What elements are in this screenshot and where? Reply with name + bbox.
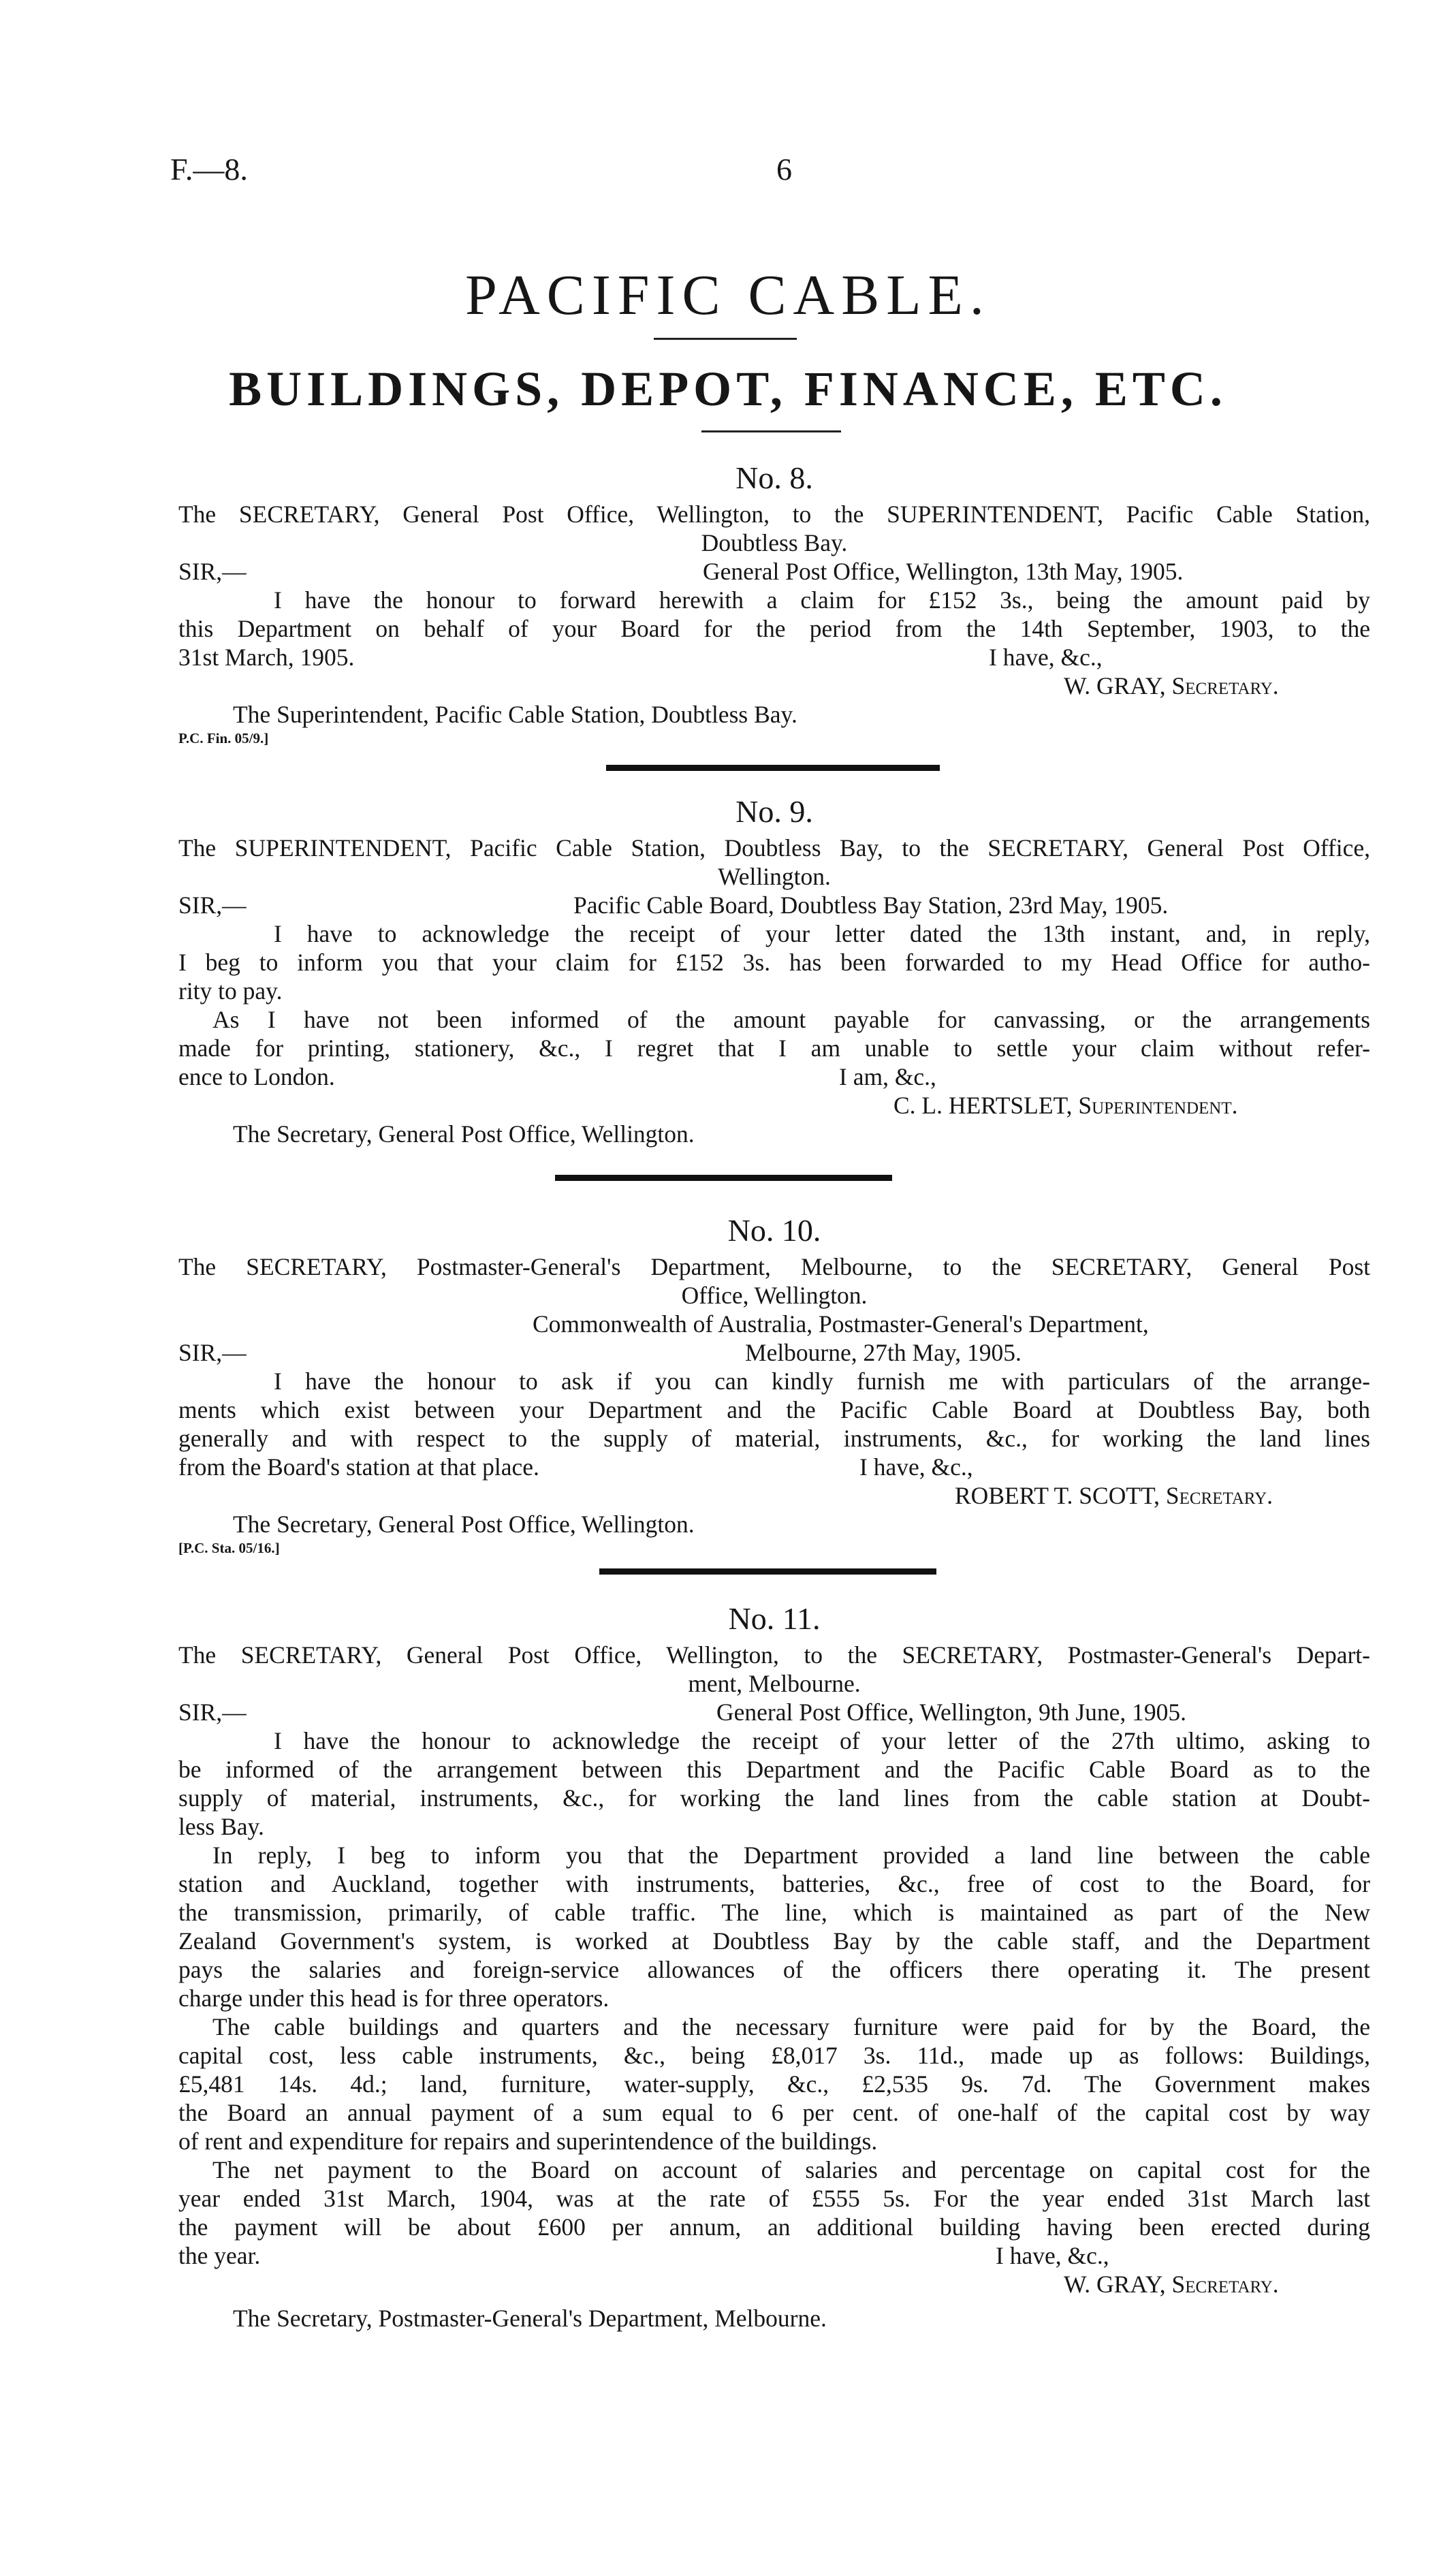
salutation-line (178, 891, 1370, 919)
body-line-with-closing (178, 643, 1370, 672)
place-date: General Post Office, Wellington, 13th May, 1905. (703, 558, 1184, 585)
signature: W. GRAY, Secretary. (1064, 2271, 1279, 2298)
letter-heading: Wellington. (718, 863, 831, 890)
body-line: In reply, I beg to inform you that the Department provided a land line between the cable (212, 1842, 1370, 1869)
letter-no-10 (178, 1209, 1370, 1558)
body-line: 31st March, 1905. (178, 644, 355, 671)
body-line: the year. (178, 2242, 261, 2269)
body-line: station and Auckland, together with instruments, batteries, &c., free of cost to the Board, for (178, 1870, 1370, 1897)
letter-heading: The SUPERINTENDENT, Pacific Cable Station, Doubtless Bay, to the SECRETARY, General Post Office, (178, 834, 1370, 862)
letter-heading: Doubtless Bay. (701, 529, 848, 556)
file-reference: [P.C. Sta. 05/16.] (178, 1540, 280, 1556)
signature-line (178, 1481, 1370, 1510)
addressee: The Secretary, General Post Office, Wellington. (233, 1120, 695, 1148)
letter-heading: ment, Melbourne. (688, 1670, 861, 1697)
body-line: year ended 31st March, 1904, was at the rate of £555 5s. For the year ended 31st March last (178, 2185, 1370, 2212)
signature-line (178, 672, 1370, 700)
body-line: from the Board's station at that place. (178, 1453, 539, 1481)
body-line-with-closing (178, 2241, 1370, 2270)
letter-heading: The SECRETARY, Postmaster-General's Department, Melbourne, to the SECRETARY, General Post (178, 1253, 1370, 1280)
signature: C. L. HERTSLET, Superintendent. (893, 1092, 1238, 1119)
body-line: rity to pay. (178, 977, 283, 1005)
signature-line (178, 2270, 1370, 2299)
salutation: SIR,— (178, 1699, 247, 1726)
section-divider (555, 1175, 892, 1181)
body-line: made for printing, stationery, &c., I regret that I am unable to settle your claim without refer- (178, 1035, 1370, 1062)
body-line: the Board an annual payment of a sum equal to 6 per cent. of one-half of the capital cost by way (178, 2099, 1370, 2126)
body-line: ence to London. (178, 1063, 335, 1090)
body-line: less Bay. (178, 1813, 264, 1840)
body-line: of rent and expenditure for repairs and superintendence of the buildings. (178, 2128, 878, 2155)
letter-number: No. 8. (735, 460, 813, 495)
letter-no-8 (178, 456, 1370, 748)
document-reference: F.—8. (170, 152, 248, 187)
body-line-with-closing (178, 1062, 1370, 1091)
body-line: this Department on behalf of your Board for the period from the 14th September, 1903, to the (178, 615, 1370, 642)
salutation-line (178, 557, 1370, 586)
place-date-line (178, 1310, 1370, 1338)
body-line: I have the honour to ask if you can kindly furnish me with particulars of the arrange- (274, 1368, 1370, 1395)
page-number: 6 (776, 152, 792, 187)
divider (701, 430, 841, 432)
section-divider (599, 1568, 936, 1575)
body-line: the payment will be about £600 per annum, an additional building having been erected during (178, 2213, 1370, 2241)
closing: I have, &c., (859, 1453, 973, 1481)
body-line: £5,481 14s. 4d.; land, furniture, water-supply, &c., £2,535 9s. 7d. The Government makes (178, 2070, 1370, 2098)
body-line: The net payment to the Board on account of salaries and percentage on capital cost for the (212, 2156, 1370, 2183)
body-line: charge under this head is for three operators. (178, 1985, 610, 2012)
addressee: The Superintendent, Pacific Cable Station, Doubtless Bay. (233, 701, 797, 728)
page-subtitle: BUILDINGS, DEPOT, FINANCE, ETC. (229, 362, 1227, 416)
body-line: ments which exist between your Department and the Pacific Cable Board at Doubtless Bay, both (178, 1396, 1370, 1423)
body-line: As I have not been informed of the amount payable for canvassing, or the arrangements (212, 1006, 1370, 1033)
body-line: the transmission, primarily, of cable traffic. The line, which is maintained as part of the New (178, 1899, 1370, 1926)
page-title: PACIFIC CABLE. (465, 264, 991, 327)
salutation: SIR,— (178, 891, 247, 919)
closing: I am, &c., (839, 1063, 936, 1090)
addressee: The Secretary, General Post Office, Wellington. (233, 1511, 695, 1538)
body-line: The cable buildings and quarters and the necessary furniture were paid for by the Board, the (212, 2013, 1370, 2040)
salutation: SIR,— (178, 1339, 247, 1366)
body-line: pays the salaries and foreign-service allowances of the officers there operating it. The present (178, 1956, 1370, 1983)
closing: I have, &c., (996, 2242, 1109, 2269)
body-line: I have to acknowledge the receipt of your letter dated the 13th instant, and, in reply, (274, 920, 1370, 947)
divider (654, 338, 797, 340)
signature: ROBERT T. SCOTT, Secretary. (955, 1482, 1273, 1509)
body-line: I have the honour to forward herewith a claim for £152 3s., being the amount paid by (274, 586, 1370, 614)
letter-number: No. 11. (728, 1601, 821, 1636)
signature-line (178, 1091, 1370, 1120)
body-line: capital cost, less cable instruments, &c., being £8,017 3s. 11d., made up as follows: Buildings, (178, 2042, 1370, 2069)
letter-heading: The SECRETARY, General Post Office, Wellington, to the SECRETARY, Postmaster-General's Depart- (178, 1641, 1370, 1669)
body-line: generally and with respect to the supply of material, instruments, &c., for working the land lines (178, 1425, 1370, 1452)
letter-no-11 (178, 1597, 1370, 2333)
closing: I have, &c., (989, 644, 1103, 671)
signature: W. GRAY, Secretary. (1064, 672, 1279, 699)
section-divider (606, 765, 940, 771)
salutation-line (178, 1698, 1370, 1726)
letter-heading: Office, Wellington. (681, 1282, 868, 1309)
body-line: Zealand Government's system, is worked at Doubtless Bay by the cable staff, and the Department (178, 1927, 1370, 1955)
body-line: be informed of the arrangement between this Department and the Pacific Cable Board as to the (178, 1756, 1370, 1783)
place-date: General Post Office, Wellington, 9th June, 1905. (716, 1699, 1186, 1726)
place-date: Commonwealth of Australia, Postmaster-General's Department, (533, 1310, 1149, 1338)
letter-heading: The SECRETARY, General Post Office, Wellington, to the SUPERINTENDENT, Pacific Cable Station, (178, 501, 1370, 528)
place-date: Pacific Cable Board, Doubtless Bay Station, 23rd May, 1905. (573, 891, 1169, 919)
body-line-with-closing (178, 1453, 1370, 1481)
place-date: Melbourne, 27th May, 1905. (745, 1339, 1022, 1366)
body-line: I have the honour to acknowledge the receipt of your letter of the 27th ultimo, asking to (274, 1727, 1370, 1754)
file-reference: P.C. Fin. 05/9.] (178, 730, 269, 746)
body-line: I beg to inform you that your claim for £152 3s. has been forwarded to my Head Office for autho- (178, 949, 1370, 976)
salutation-line (178, 1338, 1370, 1367)
salutation: SIR,— (178, 558, 247, 585)
addressee: The Secretary, Postmaster-General's Department, Melbourne. (233, 2305, 827, 2332)
letter-number: No. 10. (727, 1213, 821, 1248)
body-line: supply of material, instruments, &c., for working the land lines from the cable station at Doubt- (178, 1784, 1370, 1812)
letter-no-9 (178, 790, 1370, 1148)
letter-number: No. 9. (735, 794, 813, 829)
